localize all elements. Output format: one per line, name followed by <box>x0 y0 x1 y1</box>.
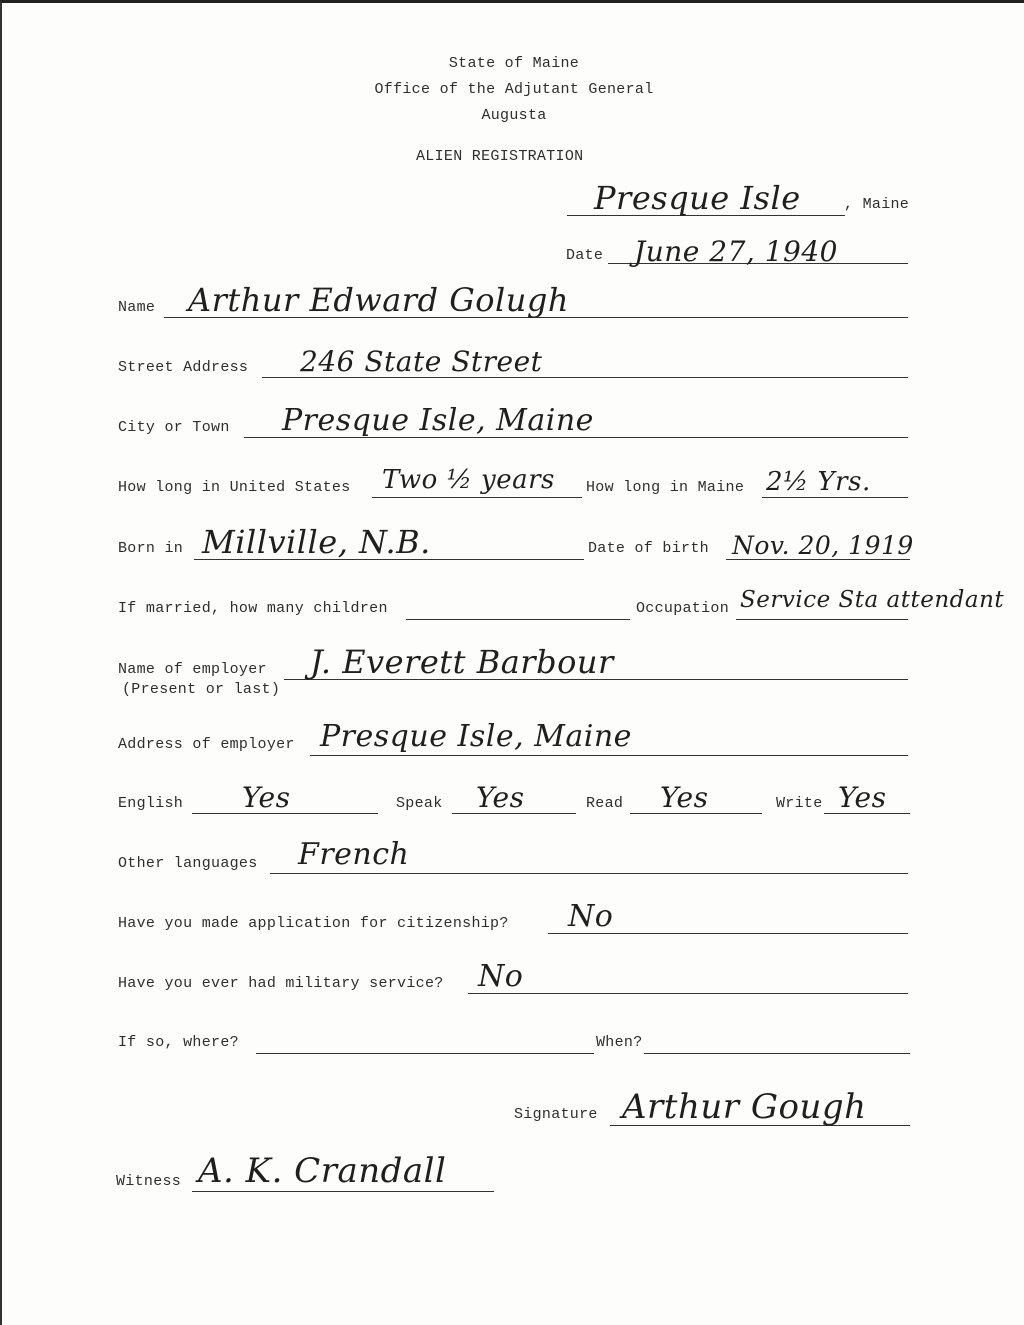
other-languages-label: Other languages <box>118 855 258 872</box>
maine-time-label: How long in Maine <box>586 479 745 496</box>
date-value[interactable]: June 27, 1940 <box>634 235 838 268</box>
place-value[interactable]: Presque Isle <box>594 179 801 217</box>
military-line <box>468 993 908 994</box>
employer-address-label: Address of employer <box>118 736 295 753</box>
us-time-label: How long in United States <box>118 479 351 496</box>
children-label: If married, how many children <box>118 600 388 617</box>
english-label: English <box>118 795 184 812</box>
speak-label: Speak <box>396 795 443 812</box>
place-suffix: , Maine <box>844 196 910 213</box>
signature-label: Signature <box>514 1106 598 1123</box>
occupation-value[interactable]: Service Sta attendant <box>740 587 1005 613</box>
street-value[interactable]: 246 State Street <box>300 345 543 378</box>
date-label: Date <box>566 247 604 264</box>
military-value[interactable]: No <box>478 959 524 994</box>
us-time-value[interactable]: Two ½ years <box>382 465 555 495</box>
us-time-line <box>372 497 582 498</box>
read-label: Read <box>586 795 624 812</box>
maine-time-value[interactable]: 2½ Yrs. <box>766 467 871 497</box>
employer-address-line <box>310 755 908 756</box>
when-line <box>644 1053 910 1054</box>
header-state: State of Maine <box>448 55 580 72</box>
signature-value[interactable]: Arthur Gough <box>622 1087 867 1127</box>
other-languages-value[interactable]: French <box>298 837 410 872</box>
speak-value[interactable]: Yes <box>476 781 525 814</box>
street-label: Street Address <box>118 359 249 376</box>
dob-value[interactable]: Nov. 20, 1919 <box>732 531 914 560</box>
other-languages-line <box>270 873 908 874</box>
header-office: Office of the Adjutant General <box>374 81 654 98</box>
name-value[interactable]: Arthur Edward Golugh <box>188 281 569 319</box>
read-value[interactable]: Yes <box>660 781 709 814</box>
citizenship-value[interactable]: No <box>568 899 614 934</box>
write-label: Write <box>776 795 823 812</box>
military-label: Have you ever had military service? <box>118 975 444 992</box>
when-label: When? <box>596 1034 643 1051</box>
citizenship-label: Have you made application for citizenship? <box>118 915 509 932</box>
employer-label: Name of employer <box>118 661 267 678</box>
witness-value[interactable]: A. K. Crandall <box>198 1151 447 1191</box>
children-line <box>406 619 630 620</box>
employer-sublabel: (Present or last) <box>122 681 281 698</box>
dob-label: Date of birth <box>588 540 709 557</box>
employer-value[interactable]: J. Everett Barbour <box>310 643 614 681</box>
employer-address-value[interactable]: Presque Isle, Maine <box>320 719 632 754</box>
witness-label: Witness <box>116 1173 182 1190</box>
city-label: City or Town <box>118 419 230 436</box>
english-value[interactable]: Yes <box>242 781 291 814</box>
if-so-line <box>256 1053 594 1054</box>
form-title: ALIEN REGISTRATION <box>416 148 584 165</box>
born-value[interactable]: Millville, N.B. <box>202 523 431 561</box>
header-city: Augusta <box>481 107 547 124</box>
name-label: Name <box>118 299 156 316</box>
occupation-line <box>736 619 908 620</box>
write-value[interactable]: Yes <box>838 781 887 814</box>
occupation-label: Occupation <box>636 600 730 617</box>
city-value[interactable]: Presque Isle, Maine <box>282 403 594 438</box>
if-so-label: If so, where? <box>118 1034 239 1051</box>
maine-time-line <box>762 497 908 498</box>
witness-line <box>192 1191 494 1192</box>
born-label: Born in <box>118 540 184 557</box>
